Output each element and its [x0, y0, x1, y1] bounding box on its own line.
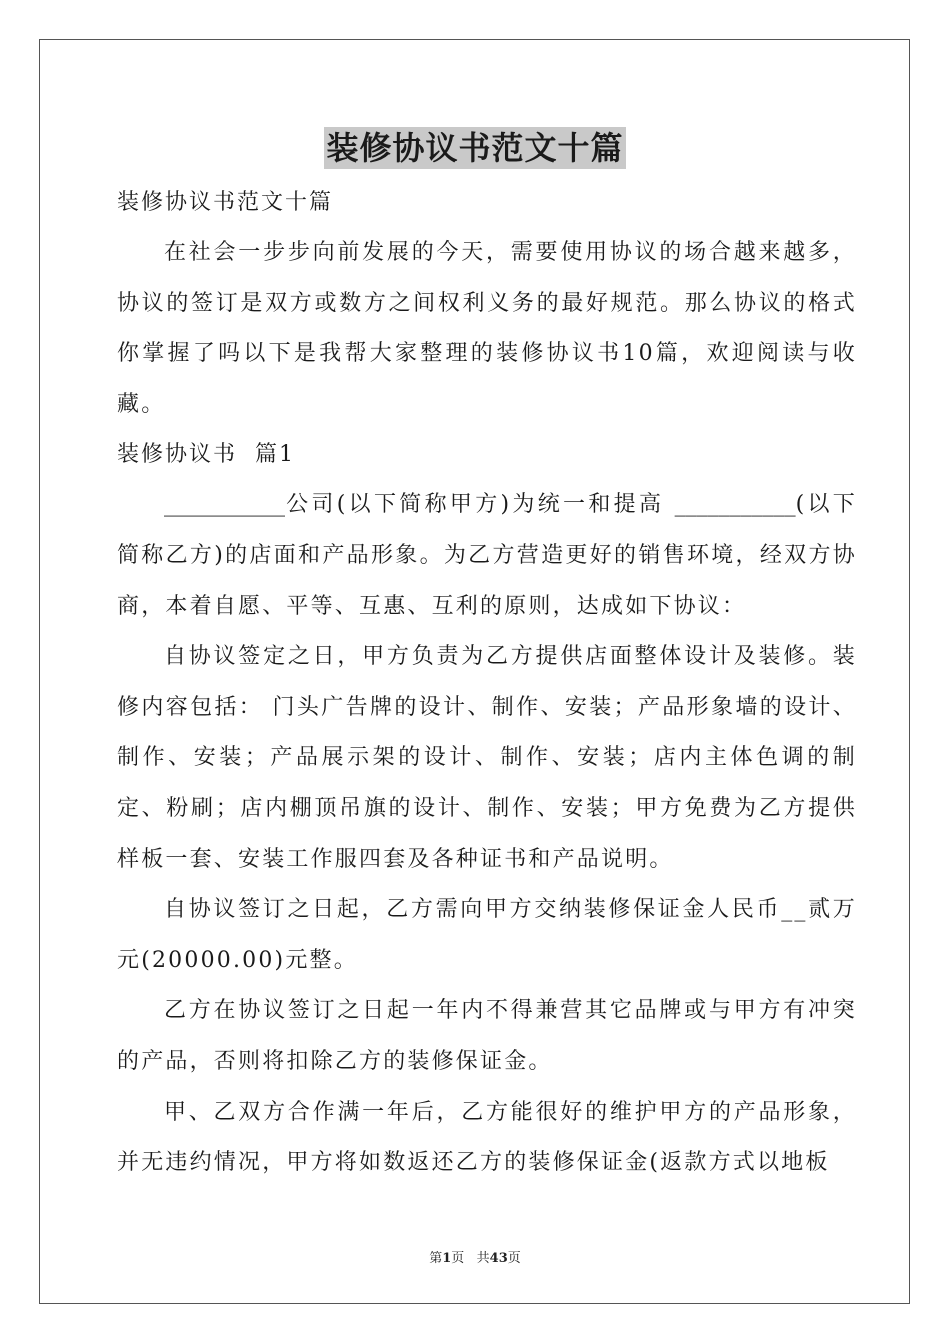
blank-company-a: ___________: [164, 492, 285, 518]
document-body: [117, 178, 857, 1189]
blank-company-b: ___________: [674, 492, 796, 518]
agreement-paragraph-5: 甲、乙双方合作满一年后，乙方能很好的维护甲方的产品形象，并无违约情况，甲方将如数返还乙方的装修保证金(返款方式以地板: [117, 1099, 857, 1176]
agreement-paragraph-1: [117, 480, 857, 632]
footer-page-suffix: 页: [507, 1251, 521, 1266]
document-title: 装修协议书范文十篇: [326, 129, 624, 167]
intro-paragraph: 在社会一步步向前发展的今天，需要使用协议的场合越来越多，协议的签订是双方或数方之间权利义务的最好规范。那么协议的格式你掌握了吗以下是我帮大家整理的装修协议书10篇，欢迎阅读与收藏。: [117, 240, 857, 417]
footer-page-prefix: 第: [429, 1251, 443, 1266]
page-footer: [0, 1247, 950, 1266]
footer-total-pages: 43: [489, 1251, 508, 1266]
subtitle: 装修协议书范文十篇: [117, 190, 334, 215]
agreement-paragraph-2: 自协议签定之日，甲方负责为乙方提供店面整体设计及装修。装修内容包括： 门头广告牌的设计、制作、安装；产品形象墙的设计、制作、安装；产品展示架的设计、制作、安装；店内主体色调的制定、粉刷；店内棚顶吊旗的设计、制作、安装；甲方免费为乙方提供样板一套、安装工作服四套及各种证书和产品说明。: [117, 644, 857, 872]
title-container: [0, 127, 950, 169]
section-heading: 装修协议书 篇1: [117, 442, 295, 468]
agreement-paragraph-1-text-a: 公司(以下简称甲方)为统一和提高: [285, 492, 665, 518]
agreement-paragraph-4: 乙方在协议签订之日起一年内不得兼营其它品牌或与甲方有冲突的产品，否则将扣除乙方的装修保证金。: [117, 998, 857, 1074]
footer-page-mid: 页 共: [451, 1251, 490, 1266]
footer-page-number: 1: [442, 1251, 452, 1266]
agreement-paragraph-3: 自协议签订之日起，乙方需向甲方交纳装修保证金人民币__贰万元(20000.00)元整。: [117, 897, 857, 973]
agreement-paragraph-1-text-b: (以下简称乙方)的店面和产品形象。为乙方营造更好的销售环境，经双方协商，本着自愿、平等、互惠、互利的原则，达成如下协议：: [117, 492, 858, 619]
